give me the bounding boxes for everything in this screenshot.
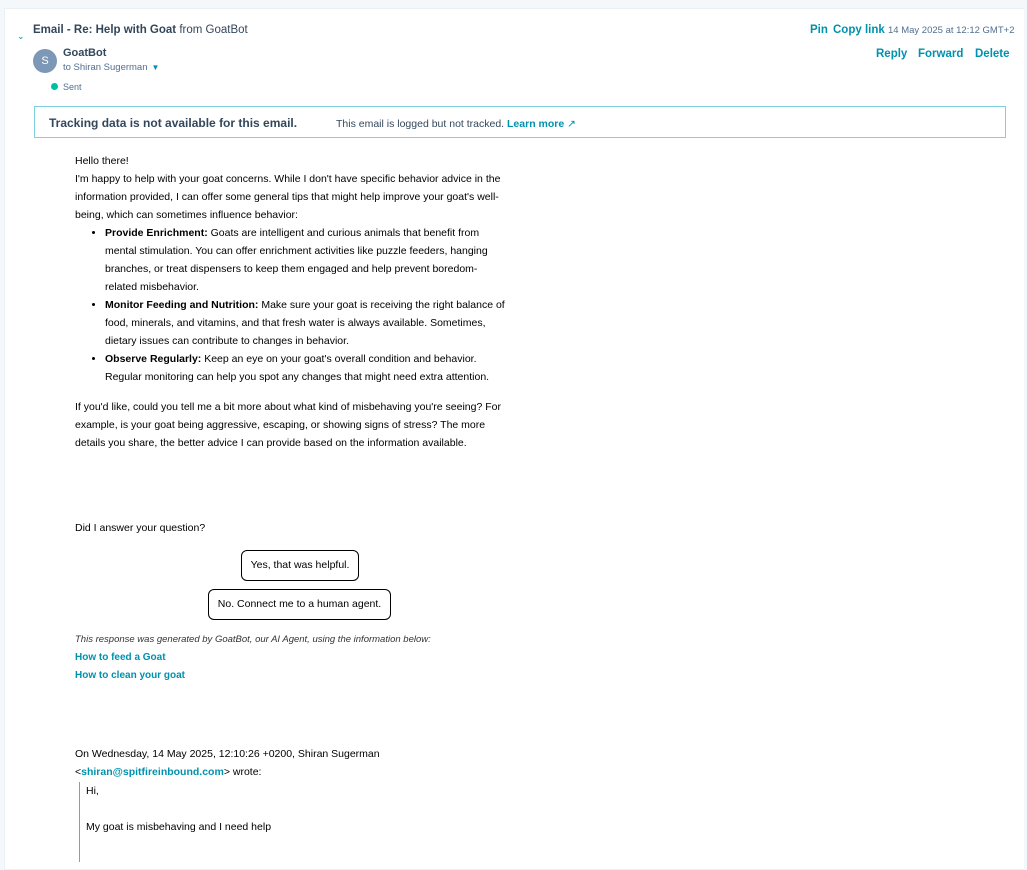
- banner-message-text: This email is logged but not tracked.: [336, 118, 505, 130]
- tips-list: [75, 224, 505, 386]
- tip-text: Keep an eye on your goat's overall condition and behavior. Regular monitoring can help you spot any changes that might need extra attention.: [105, 353, 490, 383]
- quote-header: [75, 745, 380, 781]
- status-badge: Sent: [63, 82, 82, 92]
- status-dot-icon: [51, 83, 58, 90]
- learn-more-link[interactable]: [507, 118, 576, 130]
- quote-bar: [79, 782, 80, 862]
- tip-text: Make sure your goat is receiving the right balance of food, minerals, and vitamins, and that fresh water is always available. Sometimes, dietary issues can contribute to changes in behavior.: [105, 299, 505, 347]
- forward-button[interactable]: Forward: [918, 48, 964, 60]
- ai-disclaimer: This response was generated by GoatBot, our AI Agent, using the information below:: [75, 634, 431, 645]
- tip-title: Monitor Feeding and Nutrition:: [105, 299, 259, 311]
- pin-link[interactable]: Pin: [810, 24, 828, 36]
- kb-link-feed-goat[interactable]: How to feed a Goat: [75, 652, 166, 663]
- email-body: [75, 152, 505, 452]
- email-subject: Email - Re: Help with Goat: [33, 24, 177, 36]
- avatar: S: [33, 49, 57, 73]
- tracking-banner: [34, 106, 1006, 138]
- quote-bracket: <: [75, 766, 82, 778]
- list-item: [105, 224, 505, 296]
- learn-more-label: Learn more: [507, 118, 565, 130]
- followup-paragraph: If you'd like, could you tell me a bit more about what kind of misbehaving you're seeing? For example, is your goat being aggressive, escaping, or showing signs of stress? The more details you share, the better advice I can provide based on the information available.: [75, 401, 501, 449]
- sender-name: GoatBot: [63, 47, 107, 59]
- banner-message: [336, 118, 576, 130]
- quote-line: On Wednesday, 14 May 2025, 12:10:26 +0200, Shiran Sugerman: [75, 748, 380, 760]
- copy-link[interactable]: Copy link: [833, 24, 885, 36]
- banner-title: Tracking data is not available for this email.: [49, 116, 298, 130]
- email-title[interactable]: [33, 24, 248, 36]
- quoted-message: My goat is misbehaving and I need help: [86, 821, 272, 833]
- tip-title: Provide Enrichment:: [105, 227, 208, 239]
- sender-email-link[interactable]: shiran@spitfireinbound.com: [81, 766, 224, 778]
- intro-paragraph: I'm happy to help with your goat concerns. While I don't have specific behavior advice in the information provided, I can offer some general tips that might help improve your goat's well-being, which can sometimes influence behavior:: [75, 173, 501, 221]
- greeting: Hello there!: [75, 155, 129, 167]
- recipient-dropdown[interactable]: [63, 62, 159, 73]
- email-timestamp: 14 May 2025 at 12:12 GMT+2: [888, 25, 1015, 36]
- quote-wrote: > wrote:: [223, 766, 262, 778]
- delete-button[interactable]: Delete: [975, 48, 1010, 60]
- chevron-down-icon[interactable]: ⌄: [17, 31, 25, 41]
- reply-button[interactable]: Reply: [876, 48, 908, 60]
- caret-down-icon: ▼: [151, 63, 160, 72]
- question-text: Did I answer your question?: [75, 522, 206, 534]
- human-agent-button[interactable]: No. Connect me to a human agent.: [208, 589, 391, 620]
- email-card: [4, 8, 1024, 870]
- list-item: [105, 350, 505, 386]
- kb-link-clean-goat[interactable]: How to clean your goat: [75, 670, 186, 681]
- quote-email-line: [75, 763, 380, 781]
- recipient-label: to Shiran Sugerman: [63, 62, 148, 73]
- tip-text: Goats are intelligent and curious animals that benefit from mental stimulation. You can offer enrichment activities like puzzle feeders, hanging branches, or treat dispensers to keep them engaged and help prevent boredom-related misbehavior.: [105, 227, 488, 293]
- tip-title: Observe Regularly:: [105, 353, 202, 365]
- external-link-icon: ↗: [567, 118, 576, 130]
- list-item: [105, 296, 505, 350]
- quoted-greeting: Hi,: [86, 785, 99, 797]
- email-from-label: from GoatBot: [179, 24, 248, 36]
- yes-helpful-button[interactable]: Yes, that was helpful.: [241, 550, 359, 581]
